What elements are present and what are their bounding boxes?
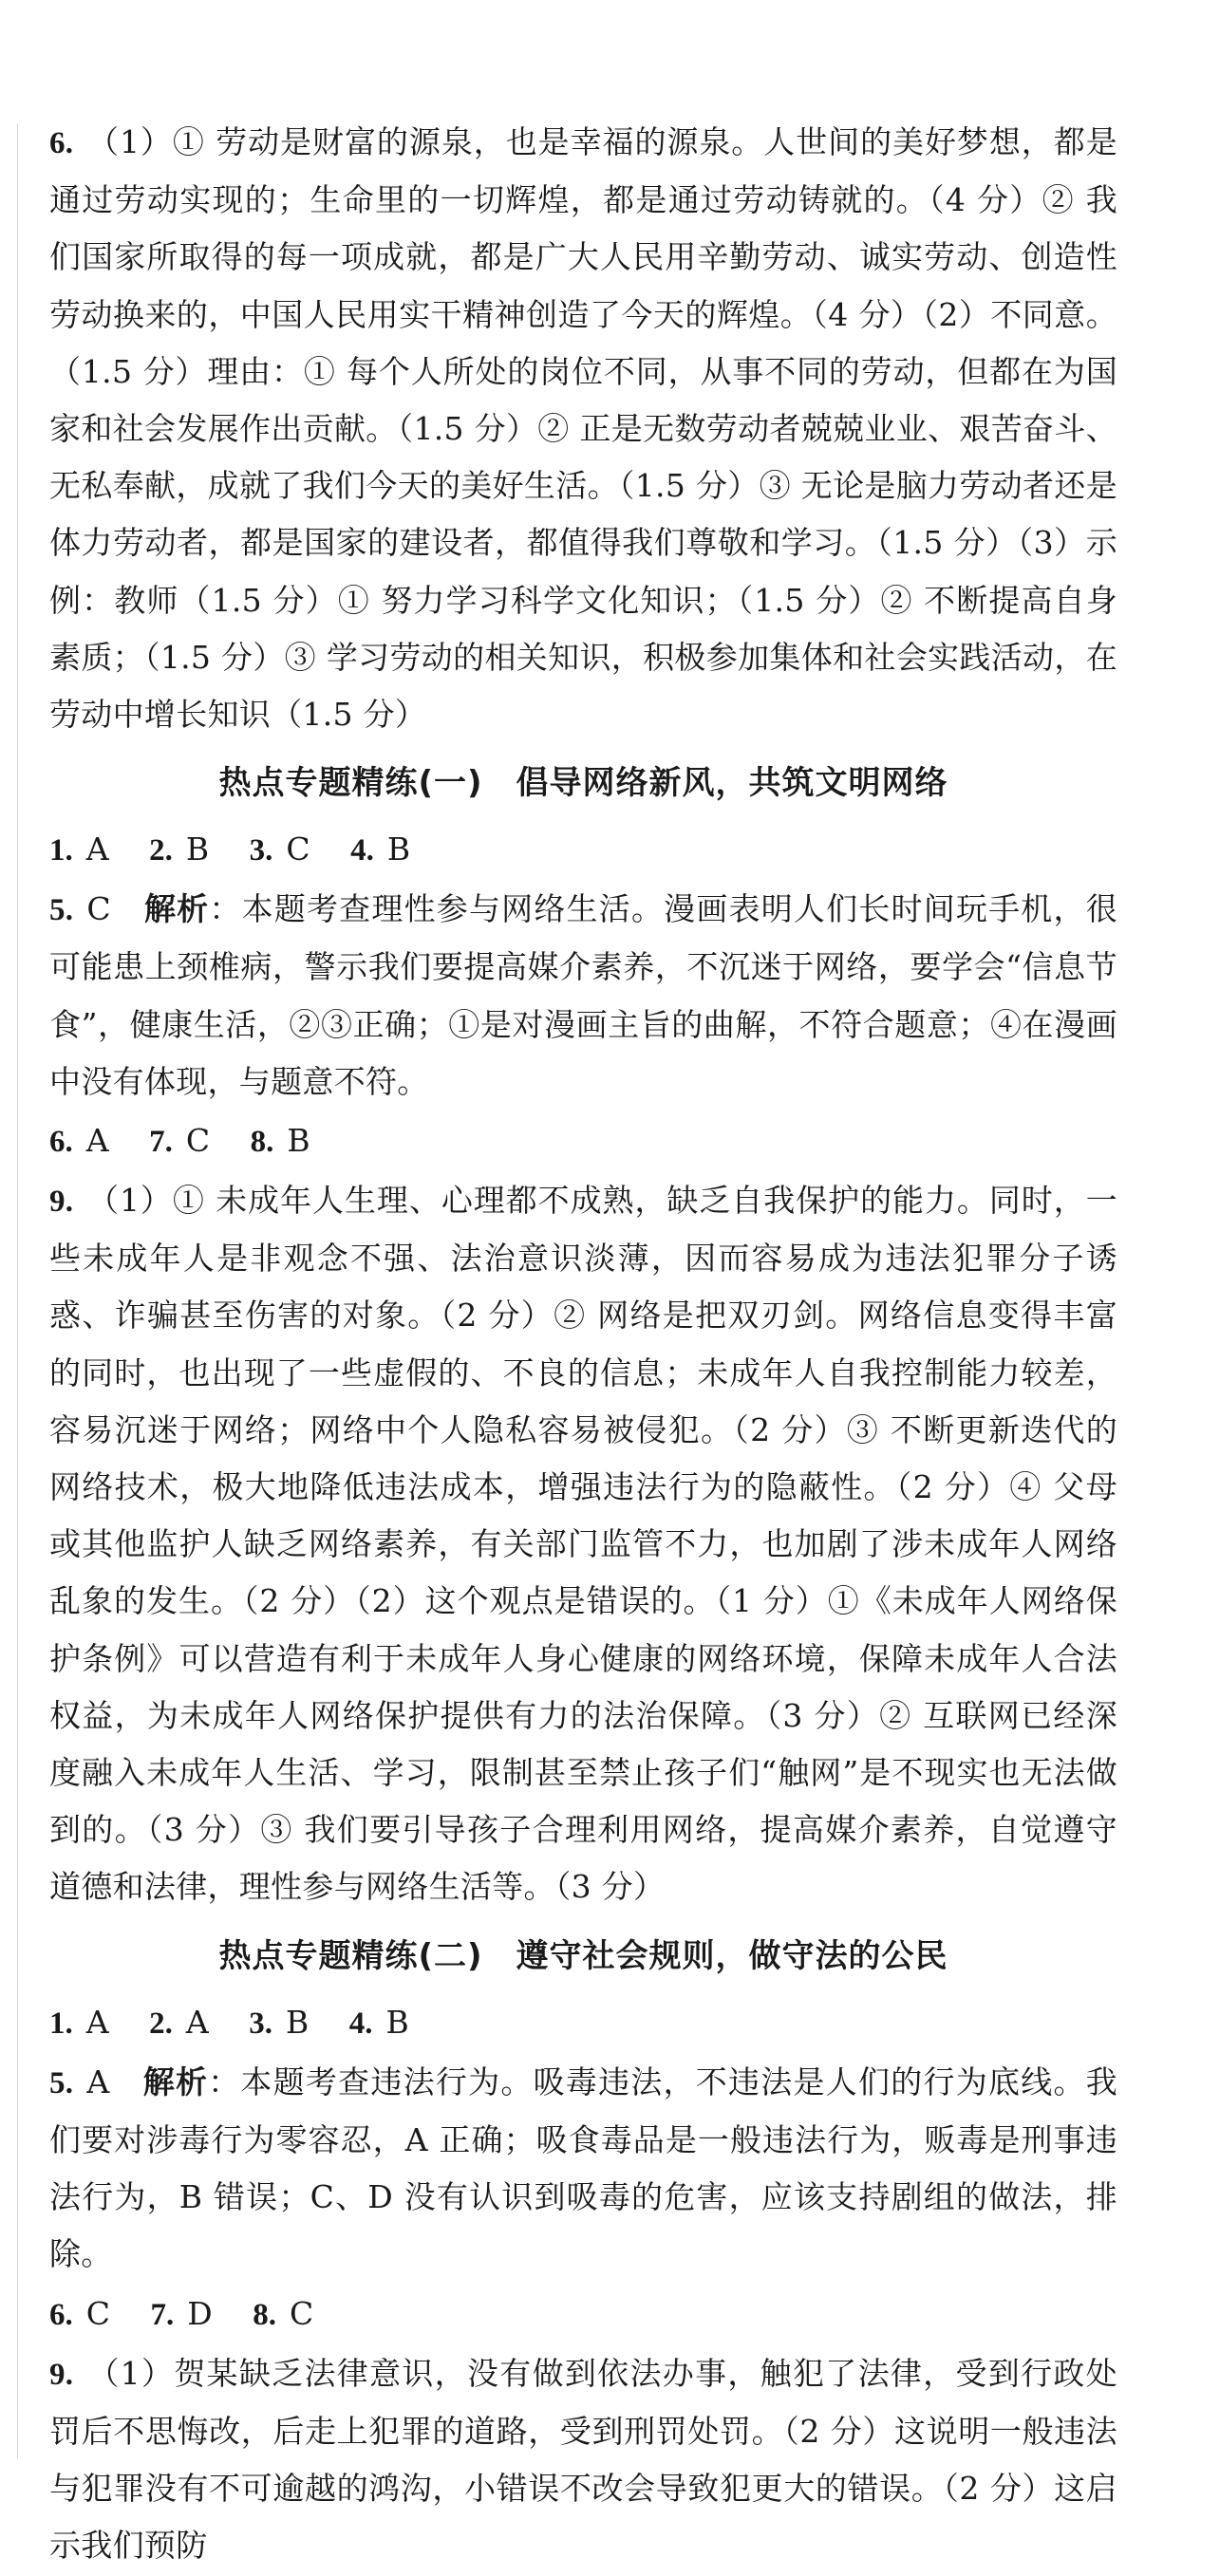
question-9: 9. （1）贺某缺乏法律意识，没有做到依法办事，触犯了法律，受到行政处罚后不思悔改，后走上犯罪的道路，受到刑罚处罚。（2 分）这说明一般违法与犯罪没有不可逾越的鸿沟，小错误不改会导致犯更大的错误。（2 分）这启示我们预防 <box>49 2354 1117 2565</box>
answer-item: 3. C <box>249 831 310 868</box>
question-5-analysis: 5. C 解析：本题考查理性参与网络生活。漫画表明人们长时间玩手机，很可能患上颈椎病，警示我们要提高媒介素养，不沉迷于网络，要学会“信息节食”，健康生活，②③正确；①是对漫画主旨的曲解，不符合题意；④在漫画中没有体现，与题意不符。 <box>49 890 1117 1100</box>
question-number: 6. <box>49 126 74 160</box>
answer-item: 1. A <box>49 2003 109 2041</box>
analysis-label: 解析 <box>142 2063 209 2100</box>
answer-item: 4. B <box>350 831 411 868</box>
answer-item: 8. C <box>253 2294 314 2332</box>
question-5-analysis: 5. A 解析：本题考查违法行为。吸毒违法，不违法是人们的行为底线。我们要对涉毒行为零容忍，A 正确；吸食毒品是一般违法行为，贩毒是刑事违法行为，B 错误；C、D 没有认识到吸毒的危害，应该支持剧组的做法，排除。 <box>49 2063 1117 2273</box>
question-text: （1）贺某缺乏法律意识，没有做到依法办事，触犯了法律，受到行政处罚后不思悔改，后走上犯罪的道路，受到刑罚处罚。（2 分）这说明一般违法与犯罪没有不可逾越的鸿沟，小错误不改会导致犯更大的错误。（2 分）这启示我们预防 <box>49 2354 1117 2565</box>
analysis-label: 解析 <box>143 890 210 928</box>
answer-item: 3. B <box>249 2003 310 2041</box>
answer-item: 6. A <box>49 1122 109 1160</box>
answers-1-4 <box>49 821 1117 879</box>
section-title-1: 热点专题精练(一) 倡导网络新风，共筑文明网络 <box>218 764 948 803</box>
answer-item: 2. B <box>149 831 210 868</box>
answer-item: 1. A <box>49 831 109 868</box>
answer-item: 2. A <box>149 2003 209 2041</box>
answer-letter: C <box>86 890 111 928</box>
question-9: 9. （1）① 未成年人生理、心理都不成熟，缺乏自我保护的能力。同时，一些未成年人是非观念不强、法治意识淡薄，因而容易成为违法犯罪分子诱惑、诈骗甚至伤害的对象。（2 分）② 网络是把双刃剑。网络信息变得丰富的同时，也出现了一些虚假的、不良的信息；未成年人自我控制能力较差，容易沉迷于网络；网络中个人隐私容易被侵犯。（2 分）③ 不断更新迭代的网络技术，极大地降低违法成本，增强违法行为的隐蔽性。（2 分）④ 父母或其他监护人缺乏网络素养，有关部门监管不力，也加剧了涉未成年人网络乱象的发生。（2 分）（2）这个观点是错误的。（1 分）①《未成年人网络保护条例》可以营造有利于未成年人身心健康的网络环境，保障未成年人合法权益，为未成年人网络保护提供有力的法治保障。（3 分）② 互联网已经深度融入未成年人生活、学习，限制甚至禁止孩子们“触网”是不现实也无法做到的。（3 分）③ 我们要引导孩子合理利用网络，提高媒介素养，自觉遵守道德和法律，理性参与网络生活等。（3 分） <box>49 1182 1117 1906</box>
analysis-text: ：本题考查违法行为。吸毒违法，不违法是人们的行为底线。我们要对涉毒行为零容忍，A 正确；吸食毒品是一般违法行为，贩毒是刑事违法行为，B 错误；C、D 没有认识到吸毒的危害，应该支持剧组的做法，排除。 <box>49 2063 1117 2273</box>
section-title-2: 热点专题精练(二) 遵守社会规则，做守法的公民 <box>218 1936 948 1975</box>
answer-item: 7. C <box>149 1122 211 1160</box>
question-text: （1）① 劳动是财富的源泉，也是幸福的源泉。人世间的美好梦想，都是通过劳动实现的；生命里的一切辉煌，都是通过劳动铸就的。（4 分）② 我们国家所取得的每一项成就，都是广大人民用辛勤劳动、诚实劳动、创造性劳动换来的，中国人民用实干精神创造了今天的辉煌。（4 分）（2）不同意。（1.5 分）理由：① 每个人所处的岗位不同，从事不同的劳动，但都在为国家和社会发展作出贡献。（1.5 分）② 正是无数劳动者兢兢业业、艰苦奋斗、无私奉献，成就了我们今天的美好生活。（1.5 分）③ 无论是脑力劳动者还是体力劳动者，都是国家的建设者，都值得我们尊敬和学习。（1.5 分）（3）示例：教师（1.5 分）① 努力学习科学文化知识；（1.5 分）② 不断提高自身素质；（1.5 分）③ 学习劳动的相关知识，积极参加集体和社会实践活动，在劳动中增长知识（1.5 分） <box>49 123 1117 734</box>
answers-6-8 <box>49 1112 1117 1170</box>
answers-1-4 <box>49 1994 1117 2052</box>
analysis-text: ：本题考查理性参与网络生活。漫画表明人们长时间玩手机，很可能患上颈椎病，警示我们要提高媒介素养，不沉迷于网络，要学会“信息节食”，健康生活，②③正确；①是对漫画主旨的曲解，不符合题意；④在漫画中没有体现，与题意不符。 <box>49 890 1117 1100</box>
page-content <box>49 114 1117 2576</box>
answer-item: 7. D <box>150 2294 213 2332</box>
margin-rule <box>17 123 18 2458</box>
answer-item: 6. C <box>49 2294 110 2332</box>
answer-item: 4. B <box>348 2003 409 2041</box>
answers-6-8 <box>49 2286 1117 2343</box>
answer-letter: A <box>86 2063 110 2100</box>
answer-item: 8. B <box>250 1122 310 1160</box>
question-6 <box>49 114 1117 743</box>
question-text: （1）① 未成年人生理、心理都不成熟，缺乏自我保护的能力。同时，一些未成年人是非观念不强、法治意识淡薄，因而容易成为违法犯罪分子诱惑、诈骗甚至伤害的对象。（2 分）② 网络是把双刃剑。网络信息变得丰富的同时，也出现了一些虚假的、不良的信息；未成年人自我控制能力较差，容易沉迷于网络；网络中个人隐私容易被侵犯。（2 分）③ 不断更新迭代的网络技术，极大地降低违法成本，增强违法行为的隐蔽性。（2 分）④ 父母或其他监护人缺乏网络素养，有关部门监管不力，也加剧了涉未成年人网络乱象的发生。（2 分）（2）这个观点是错误的。（1 分）①《未成年人网络保护条例》可以营造有利于未成年人身心健康的网络环境，保障未成年人合法权益，为未成年人网络保护提供有力的法治保障。（3 分）② 互联网已经深度融入未成年人生活、学习，限制甚至禁止孩子们“触网”是不现实也无法做到的。（3 分）③ 我们要引导孩子合理利用网络，提高媒介素养，自觉遵守道德和法律，理性参与网络生活等。（3 分） <box>49 1182 1117 1906</box>
